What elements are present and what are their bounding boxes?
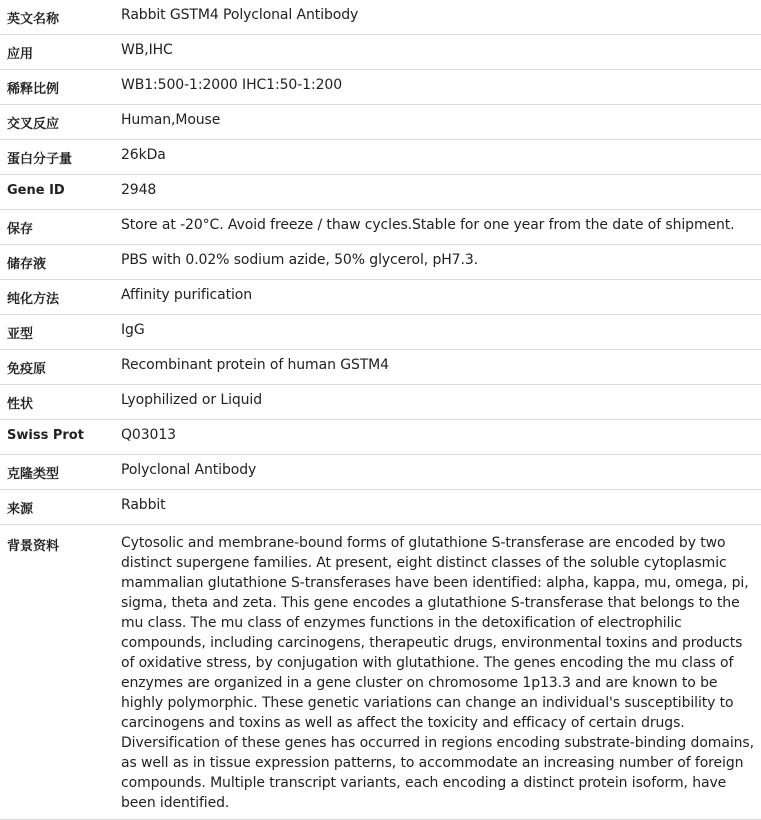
spec-row-application — [0, 35, 761, 70]
row-label: 蛋白分子量 — [0, 140, 114, 175]
spec-row-clonality — [0, 455, 761, 490]
row-value: Polyclonal Antibody — [114, 455, 761, 490]
row-label: 交叉反应 — [0, 105, 114, 140]
spec-row-english-name — [0, 0, 761, 35]
row-value: Rabbit GSTM4 Polyclonal Antibody — [114, 0, 761, 35]
row-value: Lyophilized or Liquid — [114, 385, 761, 420]
row-value: 2948 — [114, 175, 761, 210]
row-label: 背景资料 — [0, 525, 114, 820]
row-value: Human,Mouse — [114, 105, 761, 140]
row-value: WB1:500-1:2000 IHC1:50-1:200 — [114, 70, 761, 105]
row-label: 亚型 — [0, 315, 114, 350]
row-value: Recombinant protein of human GSTM4 — [114, 350, 761, 385]
spec-row-background — [0, 525, 761, 820]
spec-row-host — [0, 490, 761, 525]
spec-row-dilution — [0, 70, 761, 105]
row-label: 应用 — [0, 35, 114, 70]
row-label: 性状 — [0, 385, 114, 420]
row-label: 保存 — [0, 210, 114, 245]
spec-row-purification — [0, 280, 761, 315]
row-label: Gene ID — [0, 175, 114, 210]
spec-row-buffer — [0, 245, 761, 280]
spec-row-form — [0, 385, 761, 420]
spec-row-isotype — [0, 315, 761, 350]
row-value: 26kDa — [114, 140, 761, 175]
row-label: 英文名称 — [0, 0, 114, 35]
row-label: 稀释比例 — [0, 70, 114, 105]
row-value: IgG — [114, 315, 761, 350]
spec-row-gene-id — [0, 175, 761, 210]
row-label: Swiss Prot — [0, 420, 114, 455]
spec-row-swiss-prot — [0, 420, 761, 455]
spec-row-molecular-weight — [0, 140, 761, 175]
row-label: 纯化方法 — [0, 280, 114, 315]
row-value: Cytosolic and membrane-bound forms of glutathione S-transferase are encoded by two distinct supergene families. At present, eight distinct classes of the soluble cytoplasmic mammalian glutathione S-transferases have been identified: alpha, kappa, mu, omega, pi, sigma, theta and zeta. This gene encodes a glutathione S-transferase that belongs to the mu class. The mu class of enzymes functions in the detoxification of electrophilic compounds, including carcinogens, therapeutic drugs, environmental toxins and products of oxidative stress, by conjugation with glutathione. The genes encoding the mu class of enzymes are organized in a gene cluster on chromosome 1p13.3 and are known to be highly polymorphic. These genetic variations can change an individual's susceptibility to carcinogens and toxins as well as affect the toxicity and efficacy of certain drugs. Diversification of these genes has occurred in regions encoding substrate-binding domains, as well as in tissue expression patterns, to accommodate an increasing number of foreign compounds. Multiple transcript variants, each encoding a distinct protein isoform, have been identified. — [114, 525, 761, 820]
row-value: PBS with 0.02% sodium azide, 50% glycerol, pH7.3. — [114, 245, 761, 280]
row-label: 储存液 — [0, 245, 114, 280]
row-label: 克隆类型 — [0, 455, 114, 490]
row-value: Store at -20°C. Avoid freeze / thaw cycles.Stable for one year from the date of shipment. — [114, 210, 761, 245]
spec-row-storage — [0, 210, 761, 245]
row-label: 免疫原 — [0, 350, 114, 385]
row-value: Rabbit — [114, 490, 761, 525]
row-value: WB,IHC — [114, 35, 761, 70]
row-value: Q03013 — [114, 420, 761, 455]
spec-row-immunogen — [0, 350, 761, 385]
row-value: Affinity purification — [114, 280, 761, 315]
spec-row-reactivity — [0, 105, 761, 140]
row-label: 来源 — [0, 490, 114, 525]
